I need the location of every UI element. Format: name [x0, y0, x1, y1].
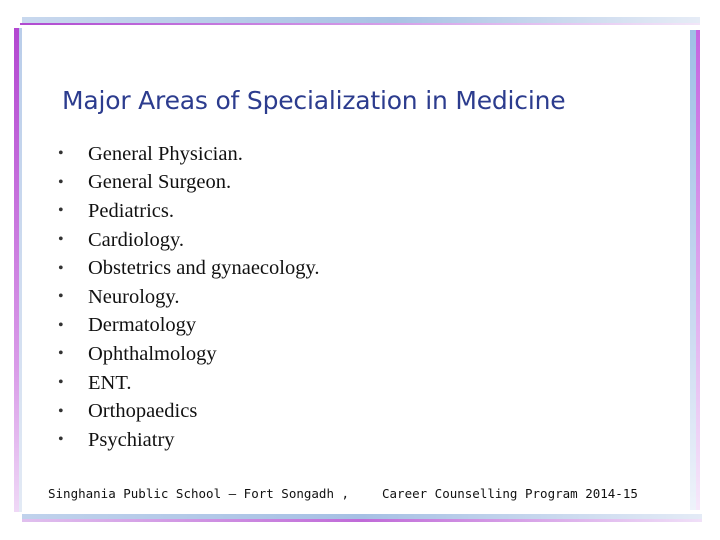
list-item-text: Ophthalmology [88, 342, 217, 365]
list-item [58, 312, 320, 341]
list-item-text: Psychiatry [88, 428, 175, 451]
list-item [58, 369, 320, 398]
specialization-list [58, 140, 320, 455]
frame-bottom-accent [22, 519, 702, 522]
list-item [58, 340, 320, 369]
list-item-text: Obstetrics and gynaecology. [88, 257, 320, 280]
frame-right-accent [696, 30, 700, 510]
list-item-text: General Physician. [88, 142, 243, 165]
list-item [58, 197, 320, 226]
footer-program: Career Counselling Program 2014-15 [382, 486, 638, 501]
list-item-text: Cardiology. [88, 228, 185, 251]
frame-left-accent [19, 28, 22, 512]
bullet-icon: • [58, 345, 64, 363]
list-item [58, 283, 320, 312]
slide-title: Major Areas of Specialization in Medicine [62, 86, 566, 115]
list-item [58, 254, 320, 283]
list-item-text: General Surgeon. [88, 171, 232, 194]
list-item [58, 140, 320, 169]
bullet-icon: • [58, 173, 64, 191]
bullet-icon: • [58, 259, 64, 277]
frame-top-accent [20, 23, 700, 25]
list-item-text: Orthopaedics [88, 400, 198, 423]
list-item [58, 426, 320, 455]
list-item [58, 226, 320, 255]
bullet-icon: • [58, 374, 64, 392]
list-item-text: Dermatology [88, 314, 197, 337]
footer-school: Singhania Public School – Fort Songadh , [48, 486, 350, 501]
list-item-text: ENT. [88, 371, 132, 394]
list-item-text: Neurology. [88, 285, 180, 308]
bullet-icon: • [58, 402, 64, 420]
bullet-icon: • [58, 231, 64, 249]
list-item-text: Pediatrics. [88, 199, 174, 222]
bullet-icon: • [58, 145, 64, 163]
bullet-icon: • [58, 202, 64, 220]
list-item [58, 169, 320, 198]
bullet-icon: • [58, 431, 64, 449]
bullet-icon: • [58, 316, 64, 334]
bullet-icon: • [58, 288, 64, 306]
list-item [58, 397, 320, 426]
